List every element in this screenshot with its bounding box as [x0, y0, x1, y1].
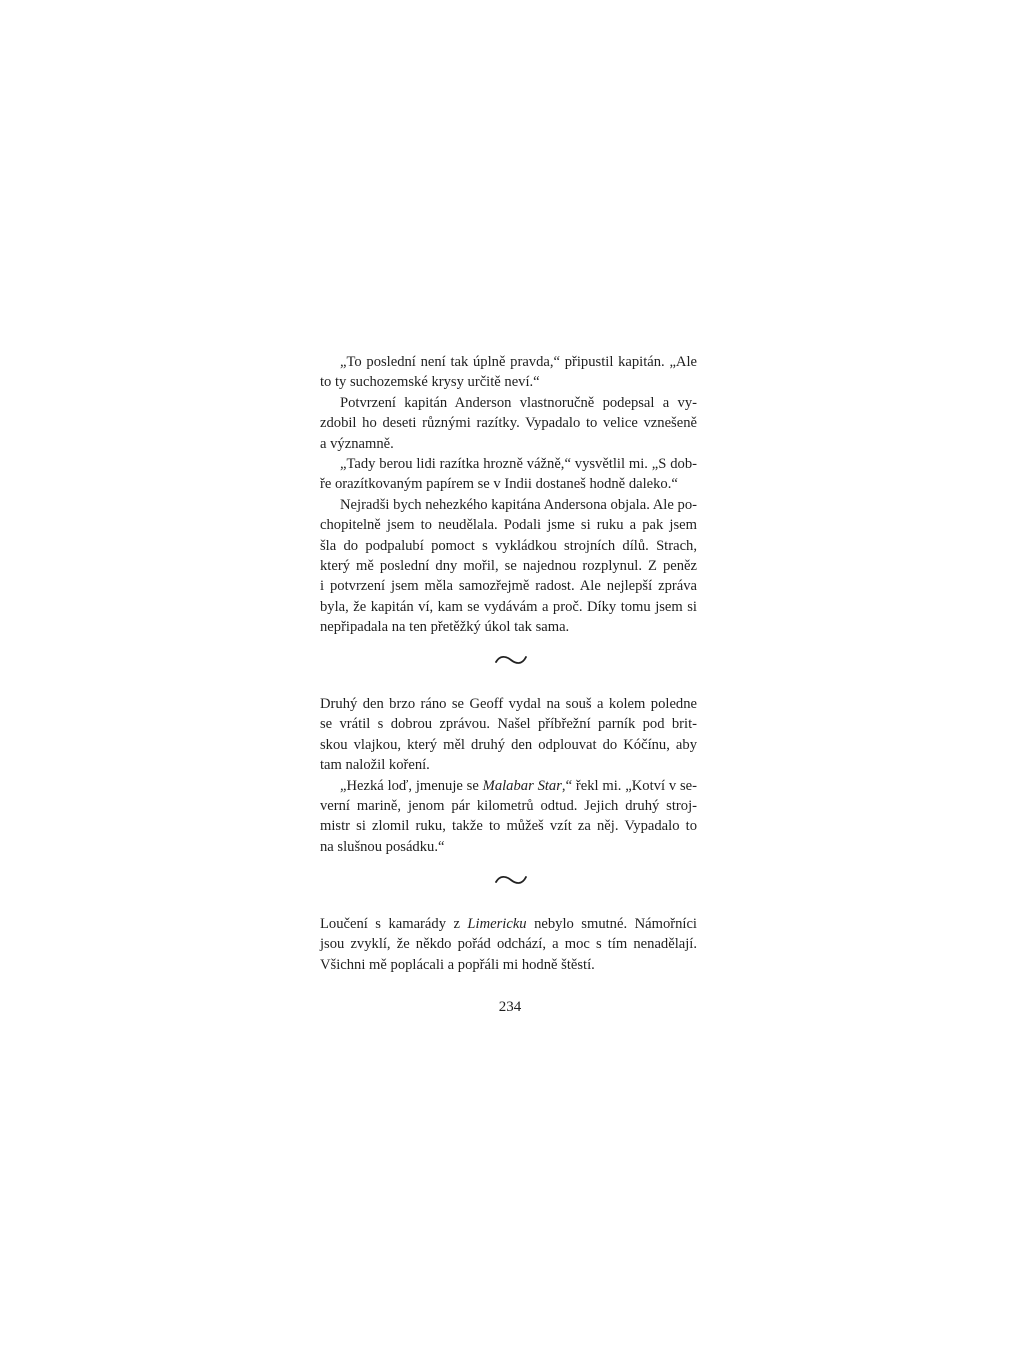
text-line: verní marině, jenom pár kilometrů odtud. Jejich druhý stroj- — [320, 797, 697, 814]
text-line — [320, 776, 697, 796]
text-line: šla do podpalubí pomoct s vykládkou strojních dílů. Strach, — [320, 537, 697, 554]
text-line: ře orazítkovaným papírem se v Indii dostaneš hodně daleko.“ — [320, 476, 678, 493]
text-line: a významně. — [320, 435, 394, 452]
text-line: Všichni mě poplácali a popřáli mi hodně štěstí. — [320, 956, 595, 973]
text-line: Nejradši bych nehezkého kapitána Andersona objala. Ale po- — [340, 496, 697, 513]
text-line: to ty suchozemské krysy určitě neví.“ — [320, 374, 540, 391]
text-line: „To poslední není tak úplně pravda,“ připustil kapitán. „Ale — [340, 354, 697, 370]
text-line: Druhý den brzo ráno se Geoff vydal na souš a kolem poledne — [320, 696, 697, 712]
text-fragment: nebylo smutné. Námořníci — [526, 916, 697, 932]
text-line: chopitelně jsem to neudělala. Podali jsme si ruku a pak jsem — [320, 517, 697, 534]
section-break-tilde-icon — [494, 653, 528, 667]
ship-name: Malabar Star — [482, 777, 562, 794]
paragraph-block-2 — [320, 694, 697, 857]
text-line: byla, že kapitán ví, kam se vydávám a proč. Díky tomu jsem si — [320, 598, 697, 615]
text-line: skou vlajkou, který měl druhý den odplouvat do Kóčínu, aby — [320, 736, 697, 753]
text-line — [320, 914, 697, 934]
text-line: jsou zvyklí, že někdo pořád odchází, a moc s tím nenadělají. — [320, 936, 697, 953]
text-line: „Tady berou lidi razítka hrozně vážně,“ vysvětlil mi. „S dob- — [340, 455, 697, 472]
text-line: který mě poslední dny mořil, se najednou rozplynul. Z peněz — [320, 557, 697, 574]
page-number: 234 — [498, 999, 522, 1015]
text-line: i potvrzení jsem měla samozřejmě radost. Ale nejlepší zpráva — [320, 578, 697, 595]
text-line: zdobil ho deseti různými razítky. Vypadalo to velice vznešeně — [320, 415, 697, 432]
section-break-tilde-icon — [494, 873, 528, 887]
quote-text: „Hezká loď, jmenuje se — [340, 777, 483, 794]
text-line: na slušnou posádku.“ — [320, 838, 445, 855]
paragraph-block-3 — [320, 914, 697, 975]
text-line: se vrátil s dobrou zprávou. Našel příbřežní parník pod brit- — [320, 716, 697, 733]
ship-name: Limericku — [467, 916, 527, 932]
quote-text: ,“ řekl mi. „Kotví v se- — [561, 777, 697, 794]
text-line: nepřipadala na ten přetěžký úkol tak sama. — [320, 619, 570, 636]
text-line: Potvrzení kapitán Anderson vlastnoručně podepsal a vy- — [340, 394, 697, 411]
text-line: mistr si zlomil ruku, takže to můžeš vzít za něj. Vypadalo to — [320, 818, 697, 835]
text-line: tam naložil koření. — [320, 757, 430, 774]
text-fragment: Loučení s kamarády z — [320, 916, 468, 932]
paragraph-block-1 — [320, 352, 697, 637]
